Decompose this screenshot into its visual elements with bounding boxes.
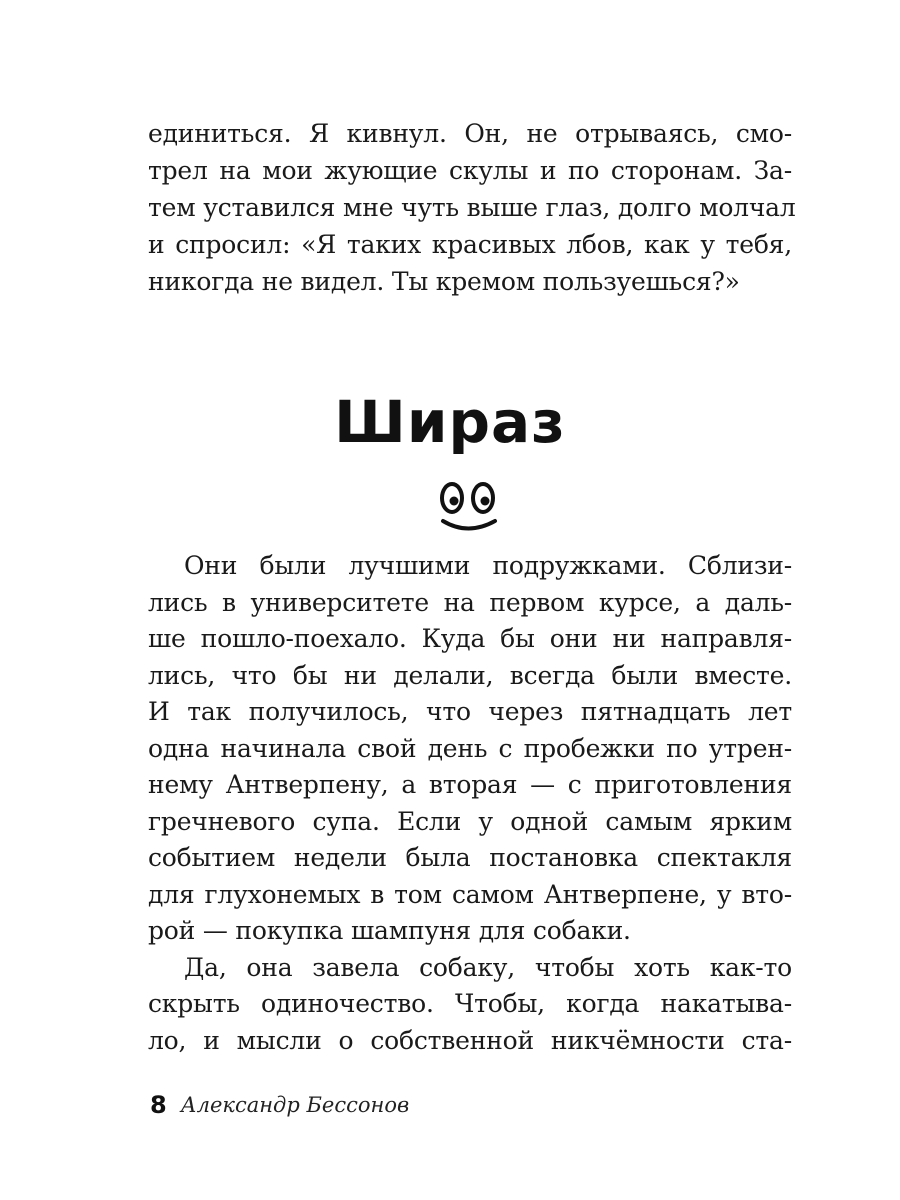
- text-line: И так получилось, что через пятнадцать лет: [148, 697, 792, 726]
- page-footer: [150, 1088, 409, 1122]
- text-line: событием недели была постановка спектакля: [148, 843, 792, 872]
- text-line: лись в университете на первом курсе, а даль-: [148, 587, 792, 617]
- page-number: 8: [150, 1091, 167, 1119]
- text-line: нему Антверпену, а вторая — с приготовления: [148, 770, 792, 799]
- text-line: ше пошло-поехало. Куда бы они ни направля-: [148, 624, 792, 653]
- text-line: трел на мои жующие скулы и по сторонам. За-: [148, 156, 792, 185]
- text-line: единиться. Я кивнул. Он, не отрываясь, смо-: [148, 119, 792, 148]
- running-author: Александр Бессонов: [180, 1093, 410, 1117]
- text-line: тем уставился мне чуть выше глаз, долго молчал: [148, 193, 796, 222]
- continued-paragraph: [148, 115, 796, 300]
- smiley-face-icon: [433, 476, 503, 536]
- text-line: рой — покупка шампуня для собаки.: [148, 916, 631, 945]
- text-line: Они были лучшими подружками. Сблизи-: [184, 551, 792, 580]
- text-line: Да, она завела собаку, чтобы хоть как-то: [184, 952, 792, 982]
- chapter-title: Шираз: [334, 388, 566, 456]
- text-line: скрыть одиночество. Чтобы, когда накатыва-: [148, 989, 792, 1018]
- text-line: гречневого супа. Если у одной самым ярким: [148, 806, 792, 836]
- chapter-text: [148, 548, 792, 1059]
- text-line: для глухонемых в том самом Антверпене, у вто-: [148, 879, 792, 909]
- text-line: никогда не видел. Ты кремом пользуешься?»: [148, 267, 740, 296]
- text-line: ло, и мысли о собственной никчёмности ста-: [148, 1025, 792, 1055]
- text-line: одна начинала свой день с пробежки по утрен-: [148, 733, 792, 763]
- text-line: лись, что бы ни делали, всегда были вместе.: [148, 660, 792, 690]
- text-line: и спросил: «Я таких красивых лбов, как у тебя,: [148, 230, 792, 259]
